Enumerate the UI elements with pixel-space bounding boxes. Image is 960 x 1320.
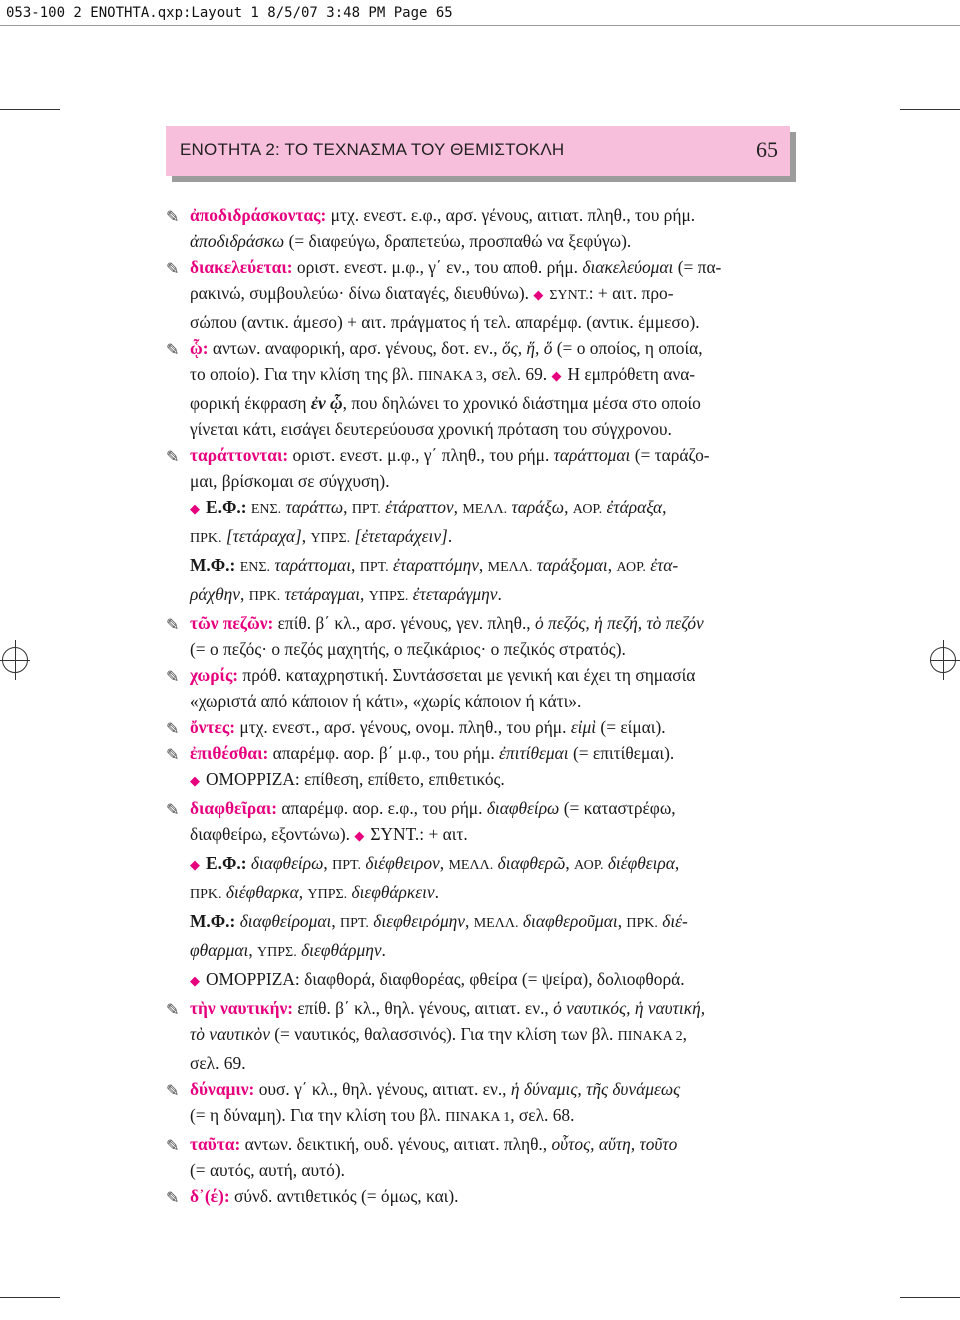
- entry-line: «χωριστά από κάποιον ή κάτι», «χωρίς κάποιον ή κάτι».: [190, 691, 582, 711]
- glossary-entry: [166, 795, 800, 995]
- diamond-bullet-icon: ◆: [190, 858, 200, 873]
- entry-line: (= αυτός, αυτή, αυτό).: [190, 1160, 345, 1180]
- entry-line: ◆ ΟΜΟΡΡΙΖΑ: διαφθορά, διαφθορέας, φθείρα (= ψείρα), δολιοφθορά.: [190, 969, 685, 989]
- entry-line: ὄντες: μτχ. ενεστ., αρσ. γένους, ονομ. πληθ., του ρήμ. εἰμὶ (= είμαι).: [190, 717, 666, 737]
- entry-line: ταράττονται: οριστ. ενεστ. μ.φ., γ΄ πληθ., του ρήμ. ταράττομαι (= ταράζο-: [190, 445, 710, 465]
- diamond-bullet-icon: ◆: [190, 502, 200, 517]
- entry-line: Μ.Φ.: ΕΝΣ. ταράττομαι, ΠΡΤ. ἐταραττόμην, ΜΕΛΛ. ταράξομαι, ΑΟΡ. ἐτα-: [190, 555, 679, 575]
- lemma: δύναμιν:: [190, 1079, 255, 1099]
- entry-line: χωρίς: πρόθ. καταχρηστική. Συντάσσεται με γενική και έχει τη σημασία: [190, 665, 696, 685]
- lemma: διαφθεῖραι:: [190, 798, 278, 818]
- entry-line: ᾧ: αντων. αναφορική, αρσ. γένους, δοτ. εν., ὅς, ἥ, ὅ (= ο οποίος, η οποία,: [190, 338, 703, 358]
- chapter-header-bar: [166, 126, 790, 176]
- chapter-title: ΕΝΟΤΗΤΑ 2: ΤΟ ΤΕΧΝΑΣΜΑ ΤΟΥ ΘΕΜΙΣΤΟΚΛΗ: [180, 140, 565, 159]
- lemma: ᾧ:: [190, 338, 209, 358]
- diamond-bullet-icon: ◆: [190, 774, 200, 789]
- glossary-entry: [166, 662, 800, 714]
- entry-line: ◆ Ε.Φ.: ΕΝΣ. ταράττω, ΠΡΤ. ἐτάραττον, ΜΕΛΛ. ταράξω, ΑΟΡ. ἐτάραξα,: [190, 497, 667, 517]
- pencil-icon: ✎: [166, 447, 180, 466]
- glossary-content: [166, 202, 800, 1209]
- registration-crosshair: [15, 640, 16, 680]
- entry-line: ΠΡΚ. [τετάραχα], ΥΠΡΣ. [ἐτεταράχειν].: [190, 526, 453, 546]
- entry-line: (= η δύναμη). Για την κλίση του βλ. ΠΙΝΑΚΑ 1, σελ. 68.: [190, 1105, 575, 1125]
- diamond-bullet-icon: ◆: [533, 288, 544, 303]
- lemma: τῶν πεζῶν:: [190, 613, 274, 633]
- glossary-entry: [166, 335, 800, 442]
- pencil-icon: ✎: [166, 615, 180, 634]
- page-number: 65: [756, 137, 778, 162]
- entry-line: τῶν πεζῶν: επίθ. β΄ κλ., αρσ. γένους, γεν. πληθ., ὁ πεζός, ἡ πεζή, τὸ πεζόν: [190, 613, 704, 633]
- lemma: διακελεύεται:: [190, 257, 293, 277]
- lemma: ἀποδιδράσκοντας:: [190, 205, 327, 225]
- crop-mark: [0, 109, 60, 110]
- entry-line: διαφθεῖραι: απαρέμφ. αορ. ε.φ., του ρήμ. διαφθείρω (= καταστρέφω,: [190, 798, 676, 818]
- entry-line: τὸ ναυτικὸν (= ναυτικός, θαλασσινός). Για την κλίση των βλ. ΠΙΝΑΚΑ 2,: [190, 1024, 687, 1044]
- glossary-entry: [166, 1131, 800, 1183]
- entry-line: ἀποδιδράσκοντας: μτχ. ενεστ. ε.φ., αρσ. γένους, αιτιατ. πληθ., του ρήμ.: [190, 205, 696, 225]
- registration-crosshair: [943, 640, 944, 680]
- glossary-entry: [166, 202, 800, 254]
- lemma: χωρίς:: [190, 665, 239, 685]
- pencil-icon: ✎: [166, 667, 180, 686]
- entry-line: δύναμιν: ουσ. γ΄ κλ., θηλ. γένους, αιτιατ. εν., ἡ δύναμις, τῆς δυνάμεως: [190, 1079, 681, 1099]
- entry-line: ταῦτα: αντων. δεικτική, ουδ. γένους, αιτιατ. πληθ., οὗτος, αὕτη, τοῦτο: [190, 1134, 678, 1154]
- diamond-bullet-icon: ◆: [190, 974, 200, 989]
- diamond-bullet-icon: ◆: [551, 369, 562, 384]
- lemma: δ᾽(έ):: [190, 1186, 230, 1206]
- glossary-entry: [166, 442, 800, 610]
- glossary-entry: [166, 740, 800, 795]
- entry-line: διαφθείρω, εξοντώνω). ◆ ΣΥΝΤ.: + αιτ.: [190, 824, 468, 844]
- pencil-icon: ✎: [166, 340, 180, 359]
- pencil-icon: ✎: [166, 719, 180, 738]
- crop-mark: [900, 1297, 960, 1298]
- diamond-bullet-icon: ◆: [354, 829, 365, 844]
- pencil-icon: ✎: [166, 1136, 180, 1155]
- glossary-entry: [166, 254, 800, 335]
- entry-line: ἐπιθέσθαι: απαρέμφ. αορ. β΄ μ.φ., του ρήμ. ἐπιτίθεμαι (= επιτίθεμαι).: [190, 743, 675, 763]
- entry-line: ἀποδιδράσκω (= διαφεύγω, δραπετεύω, προσπαθώ να ξεφύγω).: [190, 231, 632, 251]
- glossary-entry: [166, 1076, 800, 1131]
- pencil-icon: ✎: [166, 745, 180, 764]
- entry-line: ◆ ΟΜΟΡΡΙΖΑ: επίθεση, επίθετο, επιθετικός.: [190, 769, 505, 789]
- entry-line: σώπου (αντικ. άμεσο) + αιτ. πράγματος ή τελ. απαρέμφ. (αντικ. έμμεσο).: [190, 312, 700, 332]
- entry-line: ράχθην, ΠΡΚ. τετάραγμαι, ΥΠΡΣ. ἐτεταράγμην.: [190, 584, 502, 604]
- entry-line: ρακινώ, συμβουλεύω· δίνω διαταγές, διευθύνω). ◆ ΣΥΝΤ.: + αιτ. προ-: [190, 283, 674, 303]
- print-slug: 053-100 2 ΕΝΟΤΗΤΑ.qxp:Layout 1 8/5/07 3:48 PM Page 65: [0, 0, 960, 26]
- glossary-entry: [166, 1183, 800, 1209]
- entry-line: φορική έκφραση ἐν ᾧ, που δηλώνει το χρονικό διάστημα μέσα στο οποίο: [190, 393, 701, 413]
- glossary-entry: [166, 714, 800, 740]
- pencil-icon: ✎: [166, 207, 180, 226]
- entry-line: Μ.Φ.: διαφθείρομαι, ΠΡΤ. διεφθειρόμην, ΜΕΛΛ. διαφθεροῦμαι, ΠΡΚ. διέ-: [190, 911, 688, 931]
- lemma: τὴν ναυτικήν:: [190, 998, 294, 1018]
- glossary-entry: [166, 995, 800, 1076]
- lemma: ταράττονται:: [190, 445, 289, 465]
- lemma: ταῦτα:: [190, 1134, 241, 1154]
- pencil-icon: ✎: [166, 800, 180, 819]
- pencil-icon: ✎: [166, 1000, 180, 1019]
- entry-line: τὴν ναυτικήν: επίθ. β΄ κλ., θηλ. γένους, αιτιατ. εν., ὁ ναυτικός, ἡ ναυτική,: [190, 998, 706, 1018]
- pencil-icon: ✎: [166, 1081, 180, 1100]
- crop-mark: [0, 1297, 60, 1298]
- entry-line: διακελεύεται: οριστ. ενεστ. μ.φ., γ΄ εν., του αποθ. ρήμ. διακελεύομαι (= πα-: [190, 257, 722, 277]
- lemma: ἐπιθέσθαι:: [190, 743, 269, 763]
- entry-line: ◆ Ε.Φ.: διαφθείρω, ΠΡΤ. διέφθειρον, ΜΕΛΛ. διαφθερῶ, ΑΟΡ. διέφθειρα,: [190, 853, 680, 873]
- entry-line: μαι, βρίσκομαι σε σύγχυση).: [190, 471, 390, 491]
- glossary-entry: [166, 610, 800, 662]
- entry-line: (= ο πεζός· ο πεζός μαχητής, ο πεζικάριος· ο πεζικός στρατός).: [190, 639, 626, 659]
- pencil-icon: ✎: [166, 1188, 180, 1207]
- entry-line: το οποίο). Για την κλίση της βλ. ΠΙΝΑΚΑ 3, σελ. 69. ◆ Η εμπρόθετη ανα-: [190, 364, 696, 384]
- entry-line: σελ. 69.: [190, 1053, 246, 1073]
- entry-line: ΠΡΚ. διέφθαρκα, ΥΠΡΣ. διεφθάρκειν.: [190, 882, 440, 902]
- entry-line: δ᾽(έ): σύνδ. αντιθετικός (= όμως, και).: [190, 1186, 459, 1206]
- pencil-icon: ✎: [166, 259, 180, 278]
- entry-line: γίνεται κάτι, εισάγει δευτερεύουσα χρονική πρόταση του σύγχρονου.: [190, 419, 672, 439]
- registration-crosshair: [930, 660, 960, 661]
- entry-line: φθαρμαι, ΥΠΡΣ. διεφθάρμην.: [190, 940, 386, 960]
- crop-mark: [900, 109, 960, 110]
- lemma: ὄντες:: [190, 717, 236, 737]
